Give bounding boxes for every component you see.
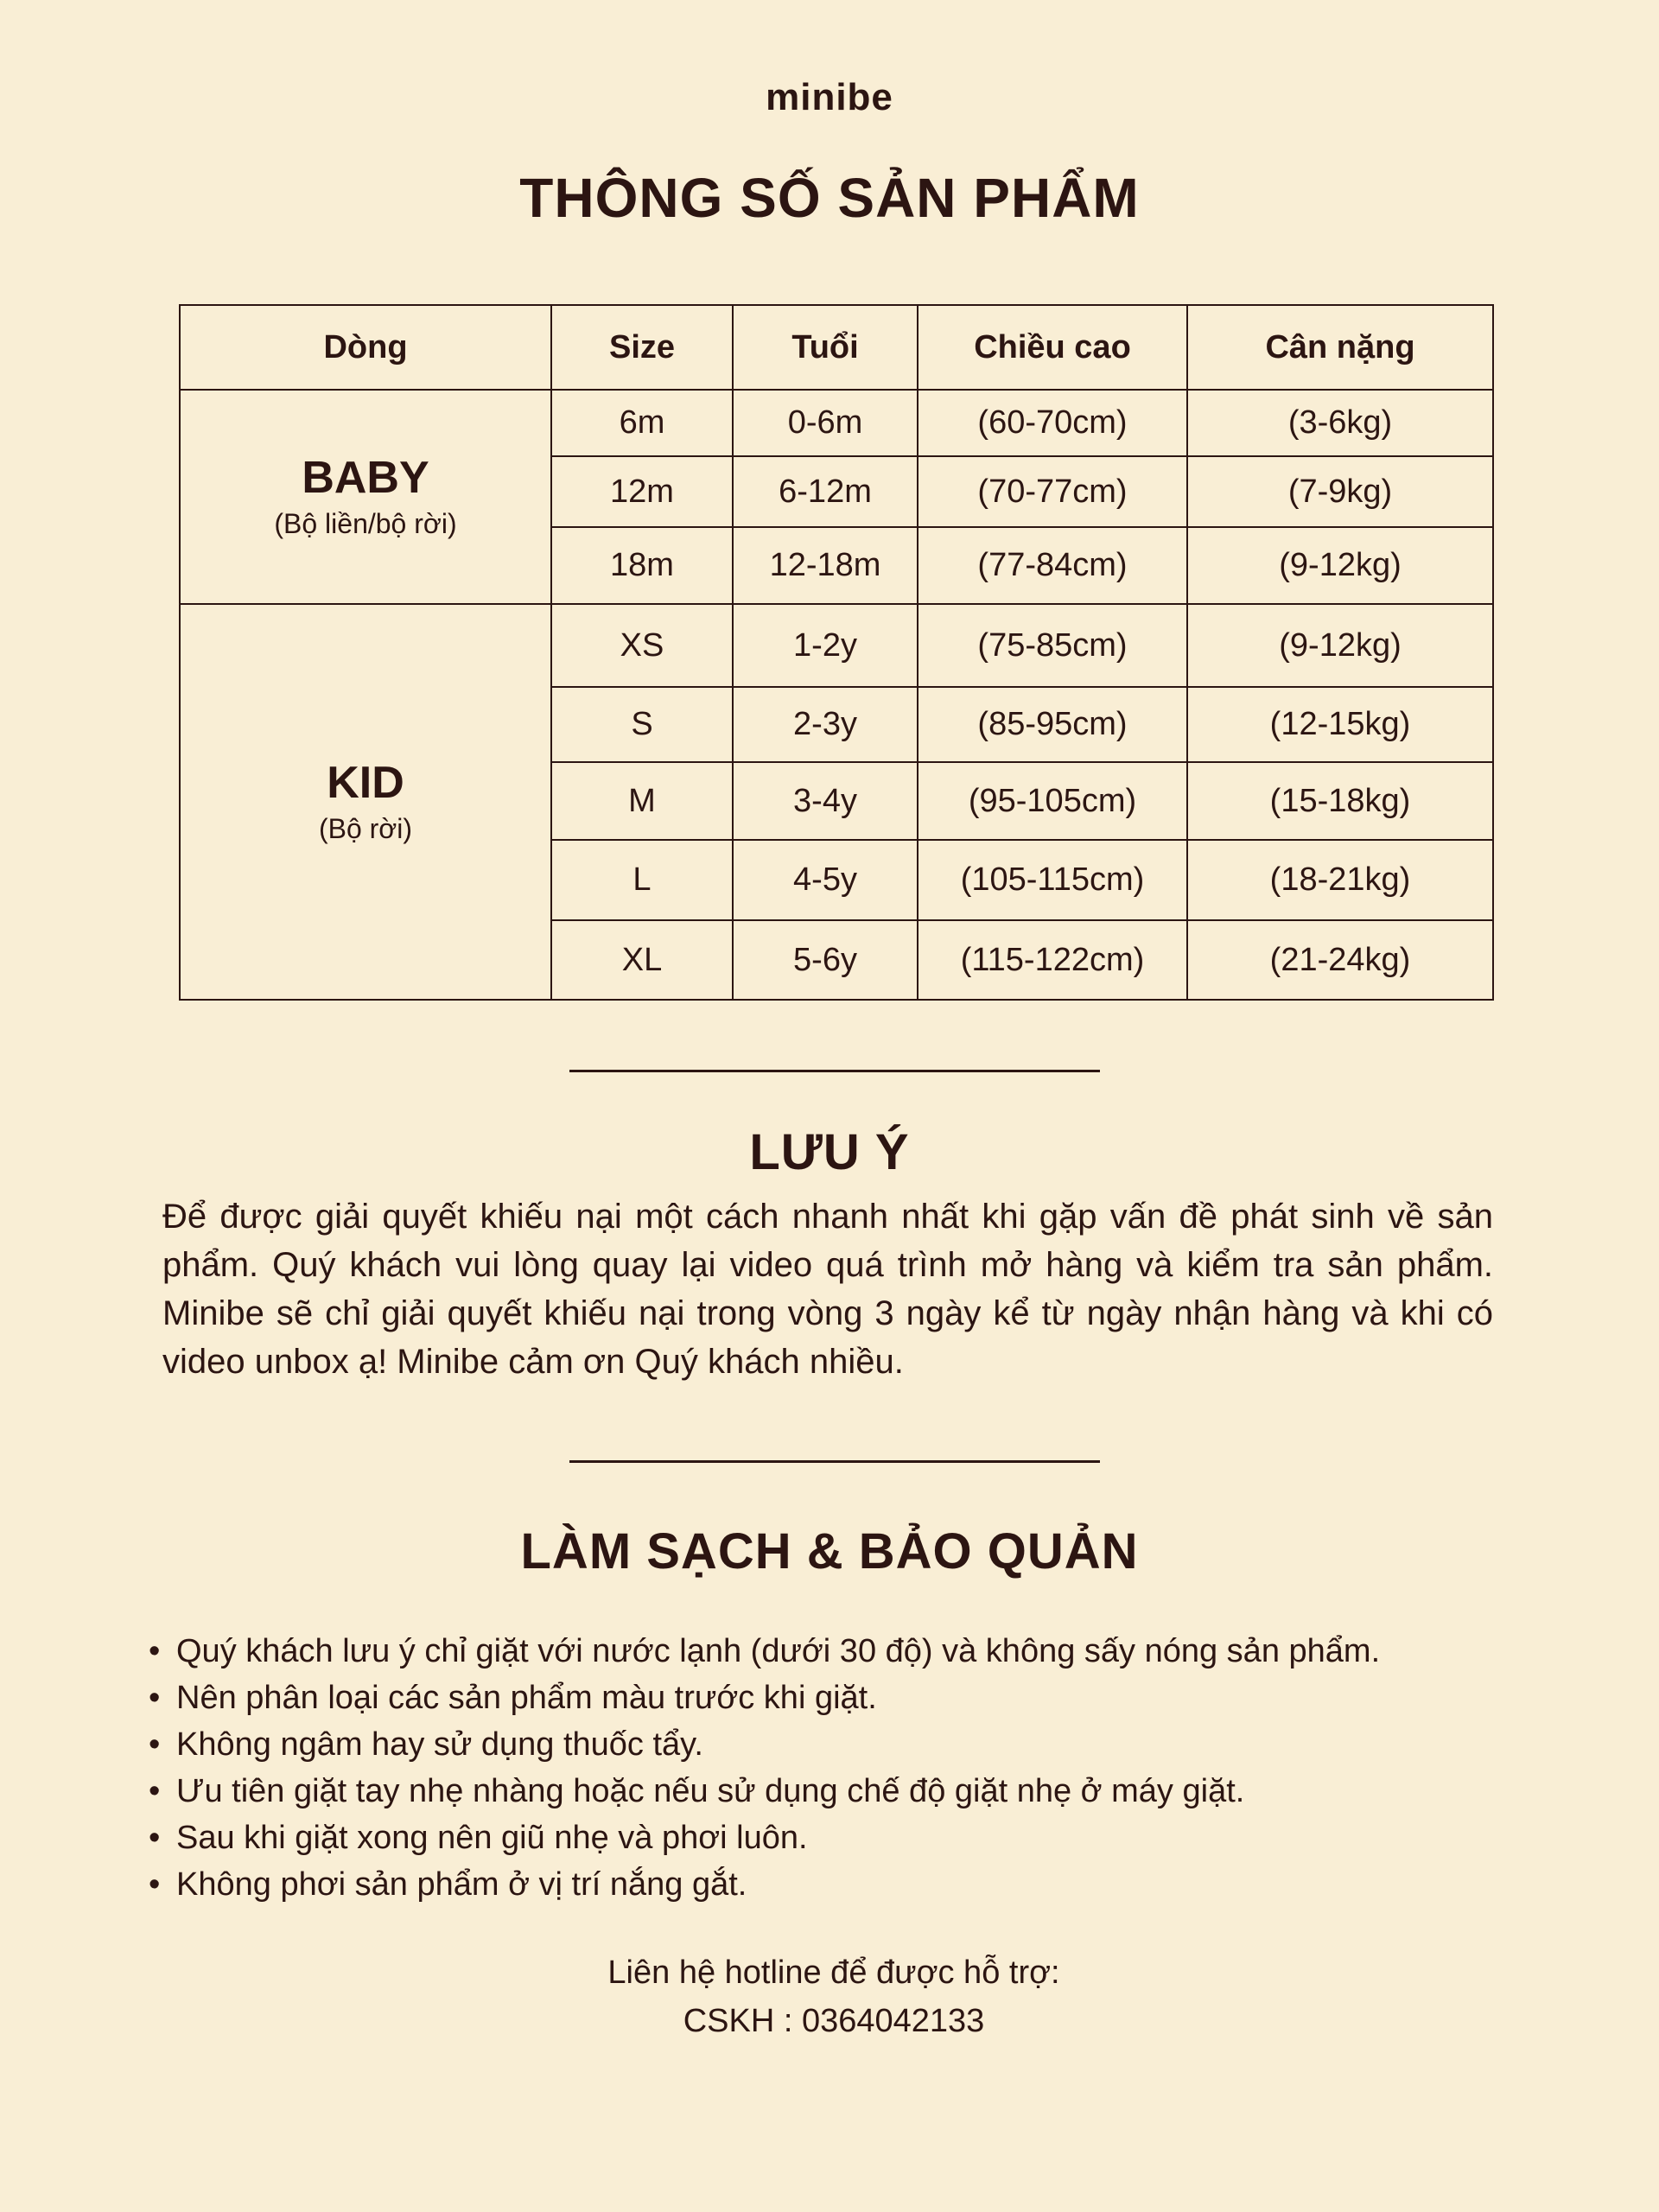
group-name: KID: [327, 757, 404, 808]
weight-cell: (18-21kg): [1187, 840, 1493, 920]
size-cell: S: [551, 687, 733, 762]
weight-cell: (7-9kg): [1187, 456, 1493, 527]
height-cell: (70-77cm): [918, 456, 1187, 527]
weight-cell: (21-24kg): [1187, 920, 1493, 1000]
list-item: • Quý khách lưu ý chỉ giặt với nước lạnh (dưới 30 độ) và không sấy nóng sản phẩm.: [145, 1628, 1614, 1675]
size-cell: XL: [551, 920, 733, 1000]
table-row: [180, 604, 1493, 687]
age-cell: 3-4y: [733, 762, 918, 840]
age-cell: 2-3y: [733, 687, 918, 762]
header-weight: Cân nặng: [1187, 305, 1493, 390]
weight-cell: (9-12kg): [1187, 604, 1493, 687]
size-cell: L: [551, 840, 733, 920]
age-cell: 6-12m: [733, 456, 918, 527]
care-list: [145, 1628, 1614, 1908]
header-size: Size: [551, 305, 733, 390]
list-item: • Không ngâm hay sử dụng thuốc tẩy.: [145, 1721, 1614, 1768]
height-cell: (85-95cm): [918, 687, 1187, 762]
group-name: BABY: [302, 452, 429, 503]
group-cell-kid: [180, 604, 551, 1000]
height-cell: (115-122cm): [918, 920, 1187, 1000]
page-title: THÔNG SỐ SẢN PHẨM: [519, 167, 1140, 229]
age-cell: 4-5y: [733, 840, 918, 920]
size-cell: 12m: [551, 456, 733, 527]
height-cell: (105-115cm): [918, 840, 1187, 920]
divider: [569, 1070, 1100, 1072]
group-cell-baby: [180, 390, 551, 604]
note-body: Để được giải quyết khiếu nại một cách nhanh nhất khi gặp vấn đề phát sinh về sản phẩm. Quý khách vui lòng quay lại video quá trình mở hàng và kiểm tra sản phẩm. Minibe sẽ chỉ giải quyết khiếu nại trong vòng 3 ngày kể từ ngày nhận hàng và khi có video unbox ạ! Minibe cảm ơn Quý khách nhiều.: [162, 1198, 1493, 1381]
header-age: Tuổi: [733, 305, 918, 390]
height-cell: (60-70cm): [918, 390, 1187, 456]
divider: [569, 1460, 1100, 1463]
weight-cell: (3-6kg): [1187, 390, 1493, 456]
table-header-row: [180, 305, 1493, 390]
age-cell: 12-18m: [733, 527, 918, 604]
weight-cell: (9-12kg): [1187, 527, 1493, 604]
brand-name: minibe: [766, 76, 893, 118]
age-cell: 0-6m: [733, 390, 918, 456]
size-cell: 6m: [551, 390, 733, 456]
weight-cell: (12-15kg): [1187, 687, 1493, 762]
size-chart-table: [179, 304, 1494, 1001]
contact-line: Liên hệ hotline để được hỗ trợ:: [607, 1955, 1060, 1991]
size-cell: 18m: [551, 527, 733, 604]
hotline-number: CSKH : 0364042133: [683, 2003, 985, 2039]
group-subtitle: (Bộ rời): [318, 813, 413, 845]
size-cell: XS: [551, 604, 733, 687]
height-cell: (77-84cm): [918, 527, 1187, 604]
list-item: • Không phơi sản phẩm ở vị trí nắng gắt.: [145, 1861, 1614, 1908]
list-item: • Ưu tiên giặt tay nhẹ nhàng hoặc nếu sử dụng chế độ giặt nhẹ ở máy giặt.: [145, 1768, 1614, 1815]
header-line: Dòng: [180, 305, 551, 390]
weight-cell: (15-18kg): [1187, 762, 1493, 840]
list-item: • Nên phân loại các sản phẩm màu trước khi giặt.: [145, 1675, 1614, 1721]
height-cell: (95-105cm): [918, 762, 1187, 840]
header-height: Chiều cao: [918, 305, 1187, 390]
list-item: • Sau khi giặt xong nên giũ nhẹ và phơi luôn.: [145, 1815, 1614, 1861]
age-cell: 1-2y: [733, 604, 918, 687]
group-subtitle: (Bộ liền/bộ rời): [274, 508, 457, 540]
table-row: [180, 390, 1493, 456]
height-cell: (75-85cm): [918, 604, 1187, 687]
care-heading: LÀM SẠCH & BẢO QUẢN: [520, 1523, 1139, 1580]
age-cell: 5-6y: [733, 920, 918, 1000]
size-cell: M: [551, 762, 733, 840]
note-heading: LƯU Ý: [749, 1124, 910, 1180]
